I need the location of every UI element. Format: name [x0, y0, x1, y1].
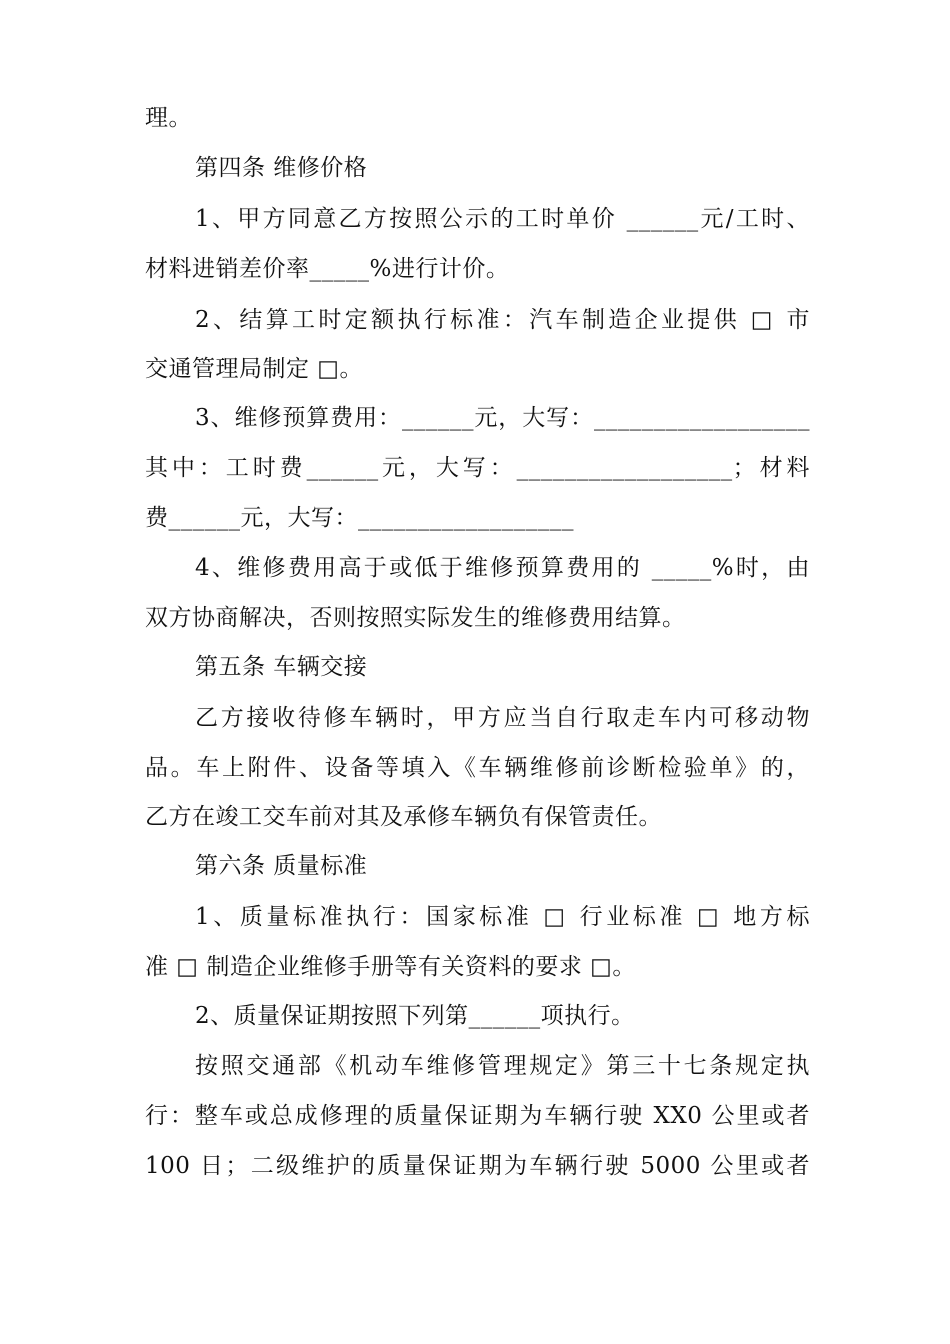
text-line: 理。	[145, 105, 192, 131]
text-line: 1、甲方同意乙方按照公示的工时单价 ______元/工时、	[195, 206, 810, 232]
text-line: 乙方接收待修车辆时，甲方应当自行取走车内可移动物	[195, 705, 810, 731]
text-line: 准 □ 制造企业维修手册等有关资料的要求 □。	[145, 954, 636, 980]
text-line: 材料进销差价率_____%进行计价。	[145, 256, 510, 282]
text-line: 1、质量标准执行：国家标准 □ 行业标准 □ 地方标	[195, 904, 810, 930]
article-heading: 第五条 车辆交接	[195, 654, 368, 680]
text-line: 行：整车或总成修理的质量保证期为车辆行驶 XX0 公里或者	[145, 1103, 810, 1129]
text-line: 4、维修费用高于或低于维修预算费用的 _____%时，由	[195, 555, 810, 581]
text-line: 品。车上附件、设备等填入《车辆维修前诊断检验单》的，	[145, 755, 810, 781]
text-line: 乙方在竣工交车前对其及承修车辆负有保管责任。	[145, 804, 662, 830]
text-line: 2、质量保证期按照下列第______项执行。	[195, 1003, 635, 1029]
text-line: 按照交通部《机动车维修管理规定》第三十七条规定执	[195, 1053, 810, 1079]
article-heading: 第六条 质量标准	[195, 853, 368, 879]
text-line: 2、结算工时定额执行标准：汽车制造企业提供 □ 市	[195, 307, 810, 333]
article-heading: 第四条 维修价格	[195, 155, 368, 181]
text-line: 交通管理局制定 □。	[145, 356, 364, 382]
text-line: 双方协商解决，否则按照实际发生的维修费用结算。	[145, 605, 686, 631]
text-line: 100 日；二级维护的质量保证期为车辆行驶 5000 公里或者	[145, 1153, 810, 1179]
text-line: 3、维修预算费用：______元，大写：__________________	[195, 405, 810, 431]
text-line: 其中：工时费______元，大写：__________________；材料	[145, 455, 810, 481]
text-line: 费______元，大写：__________________	[145, 505, 574, 531]
